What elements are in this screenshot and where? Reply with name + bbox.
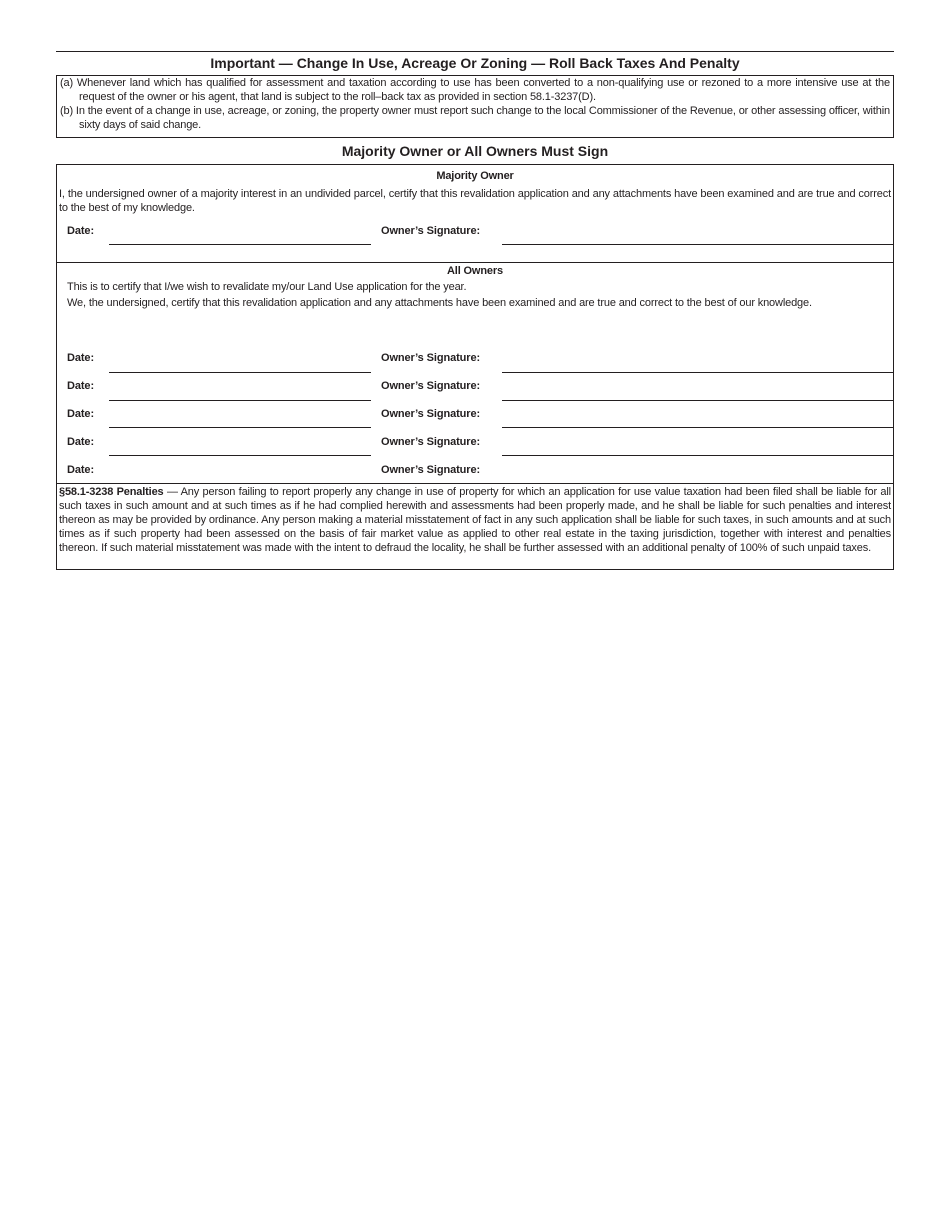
date-label: Date: [67,464,95,476]
signature-label: Owner’s Signature: [381,352,481,364]
signature-field[interactable] [502,427,893,428]
penalties-body: — Any person failing to report properly any change in use of property for which an application for use value taxation had been filed shall be liable for all such taxes in such amount and at such times as if he had complied herewith and assessments had been properly made, and he shall be liable for such penalties and interest thereon as may be provided by ordinance. Any person making a material misstatement of fact in any such application shall be liable for such taxes, in such amounts and at such times as if such property had been assessed on the basis of fair market value as applied to other real estate in the taxing jurisdiction, together with interest and penalties thereon. If such material misstatement was made with the intent to defraud the locality, he shall be further assessed with an additional penalty of 100% of such unpaid taxes. [59,486,891,554]
signature-label: Owner’s Signature: [381,225,481,237]
signature-field[interactable] [502,372,893,373]
date-field[interactable] [109,455,371,456]
signature-field[interactable] [502,400,893,401]
date-label: Date: [67,436,95,448]
majority-owner-heading: Majority Owner [436,170,514,182]
date-label: Date: [67,380,95,392]
signing-title: Majority Owner or All Owners Must Sign [341,143,609,159]
penalties-box [56,483,894,570]
all-owners-text-2: We, the undersigned, certify that this revalidation application and any attachments have been examined and are true and correct to the best of our knowledge. [67,297,812,309]
signature-label: Owner’s Signature: [381,436,481,448]
top-rule [56,51,894,52]
date-label: Date: [67,352,95,364]
date-label: Date: [67,408,95,420]
rollback-item-a: (a) Whenever land which has qualified for assessment and taxation according to use has been converted to a non-qualifying use or rezoned to a more intensive use at the request of the owner or his agent, that land is subject to the roll–back tax as provided in section 58.1-3237(D). [60,77,890,103]
date-field[interactable] [109,244,371,245]
signature-label: Owner’s Signature: [381,464,481,476]
rollback-box [56,75,894,138]
section-divider [57,262,893,263]
signature-field[interactable] [502,455,893,456]
date-field[interactable] [109,372,371,373]
date-label: Date: [67,225,95,237]
all-owners-heading: All Owners [447,265,503,277]
date-field[interactable] [109,427,371,428]
signature-label: Owner’s Signature: [381,380,481,392]
signature-label: Owner’s Signature: [381,408,481,420]
rollback-item-b: (b) In the event of a change in use, acreage, or zoning, the property owner must report such change to the local Commissioner of the Revenue, or other assessing officer, within sixty days of said change. [60,105,890,131]
penalties-heading: §58.1-3238 Penalties [59,486,164,498]
rollback-title: Important — Change In Use, Acreage Or Zoning — Roll Back Taxes And Penalty [210,55,740,71]
date-field[interactable] [109,400,371,401]
signing-box [56,164,894,484]
majority-owner-text: I, the undersigned owner of a majority interest in an undivided parcel, certify that this revalidation application and any attachments have been examined and are true and correct to the best of my knowledge. [59,188,891,214]
all-owners-text-1: This is to certify that I/we wish to revalidate my/our Land Use application for the year. [67,281,467,293]
signature-field[interactable] [502,244,893,245]
penalties-text [59,485,891,555]
